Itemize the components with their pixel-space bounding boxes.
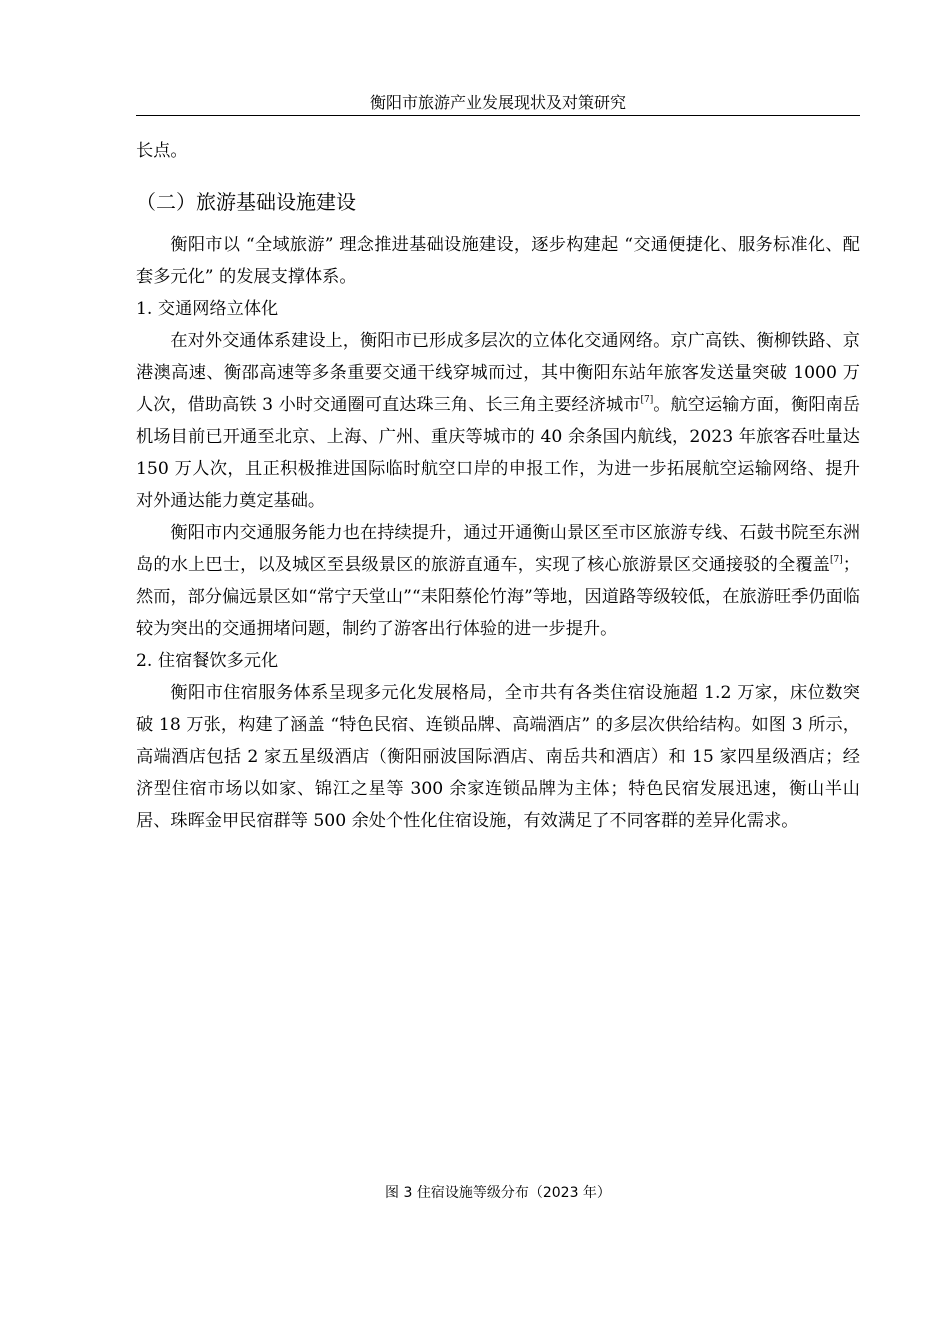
subsection-heading-transport (136, 293, 860, 325)
subsection-number: 1. (136, 299, 153, 319)
paragraph-lodging: 衡阳市住宿服务体系呈现多元化发展格局，全市共有各类住宿设施超 1.2 万家，床位数突破 18 万张，构建了涵盖 “特色民宿、连锁品牌、高端酒店” 的多层次供给结构。如图 3 所示，高端酒店包括 2 家五星级酒店（衡阳丽波国际酒店、南岳共和酒店）和 15 家四星级酒店；经济型住宿市场以如家、锦江之星等 300 余家连锁品牌为主体；特色民宿发展迅速，衡山半山居、珠晖金甲民宿群等 500 余处个性化住宿设施，有效满足了不同客群的差异化需求。 (136, 683, 860, 831)
paragraph-external-transport (136, 325, 860, 517)
subsection-title: 交通网络立体化 (157, 299, 279, 319)
header-rule (136, 115, 860, 116)
subsection-heading-lodging (136, 645, 860, 677)
paragraph-continuation: 长点。 (136, 141, 188, 161)
body-content (136, 135, 860, 837)
text-run: 。航空运输方面，衡阳南岳机场目前已开通至北京、上海、广州、重庆等城市的 40 余条国内航线，2023 年旅客吞吐量达 150 万人次，且正积极推进国际临时航空口岸的申报工作，为进一步拓展航空运输网络、提升对外通达能力奠定基础。 (136, 395, 860, 511)
figure-caption: 图 3 住宿设施等级分布（2023 年） (385, 1185, 611, 1201)
subsection-title: 住宿餐饮多元化 (157, 651, 279, 671)
text-run: 衡阳市内交通服务能力也在持续提升，通过开通衡山景区至市区旅游专线、石鼓书院至东洲岛的水上巴士，以及城区至县级景区的旅游直通车，实现了核心旅游景区交通接驳的全覆盖 (136, 523, 860, 575)
text-run: ；然而，部分偏远景区如“常宁天堂山”“耒阳蔡伦竹海”等地，因道路等级较低，在旅游旺季仍面临较为突出的交通拥堵问题，制约了游客出行体验的进一步提升。 (136, 555, 860, 639)
text-run: 在对外交通体系建设上，衡阳市已形成多层次的立体化交通网络。京广高铁、衡柳铁路、京港澳高速、衡邵高速等多条重要交通干线穿城而过，其中衡阳东站年旅客发送量突破 1000 万人次，借助高铁 3 小时交通圈可直达珠三角、长三角主要经济城市 (136, 331, 860, 415)
paragraph-internal-transport (136, 517, 860, 645)
subsection-number: 2. (136, 651, 153, 671)
section-intro-paragraph: 衡阳市以 “全域旅游” 理念推进基础设施建设，逐步构建起 “交通便捷化、服务标准化、配套多元化” 的发展支撑体系。 (136, 235, 860, 287)
citation-ref: [7] (830, 555, 843, 565)
citation-ref: [7] (640, 395, 654, 405)
running-header: 衡阳市旅游产业发展现状及对策研究 (369, 93, 626, 112)
section-heading: （二）旅游基础设施建设 (136, 190, 356, 214)
